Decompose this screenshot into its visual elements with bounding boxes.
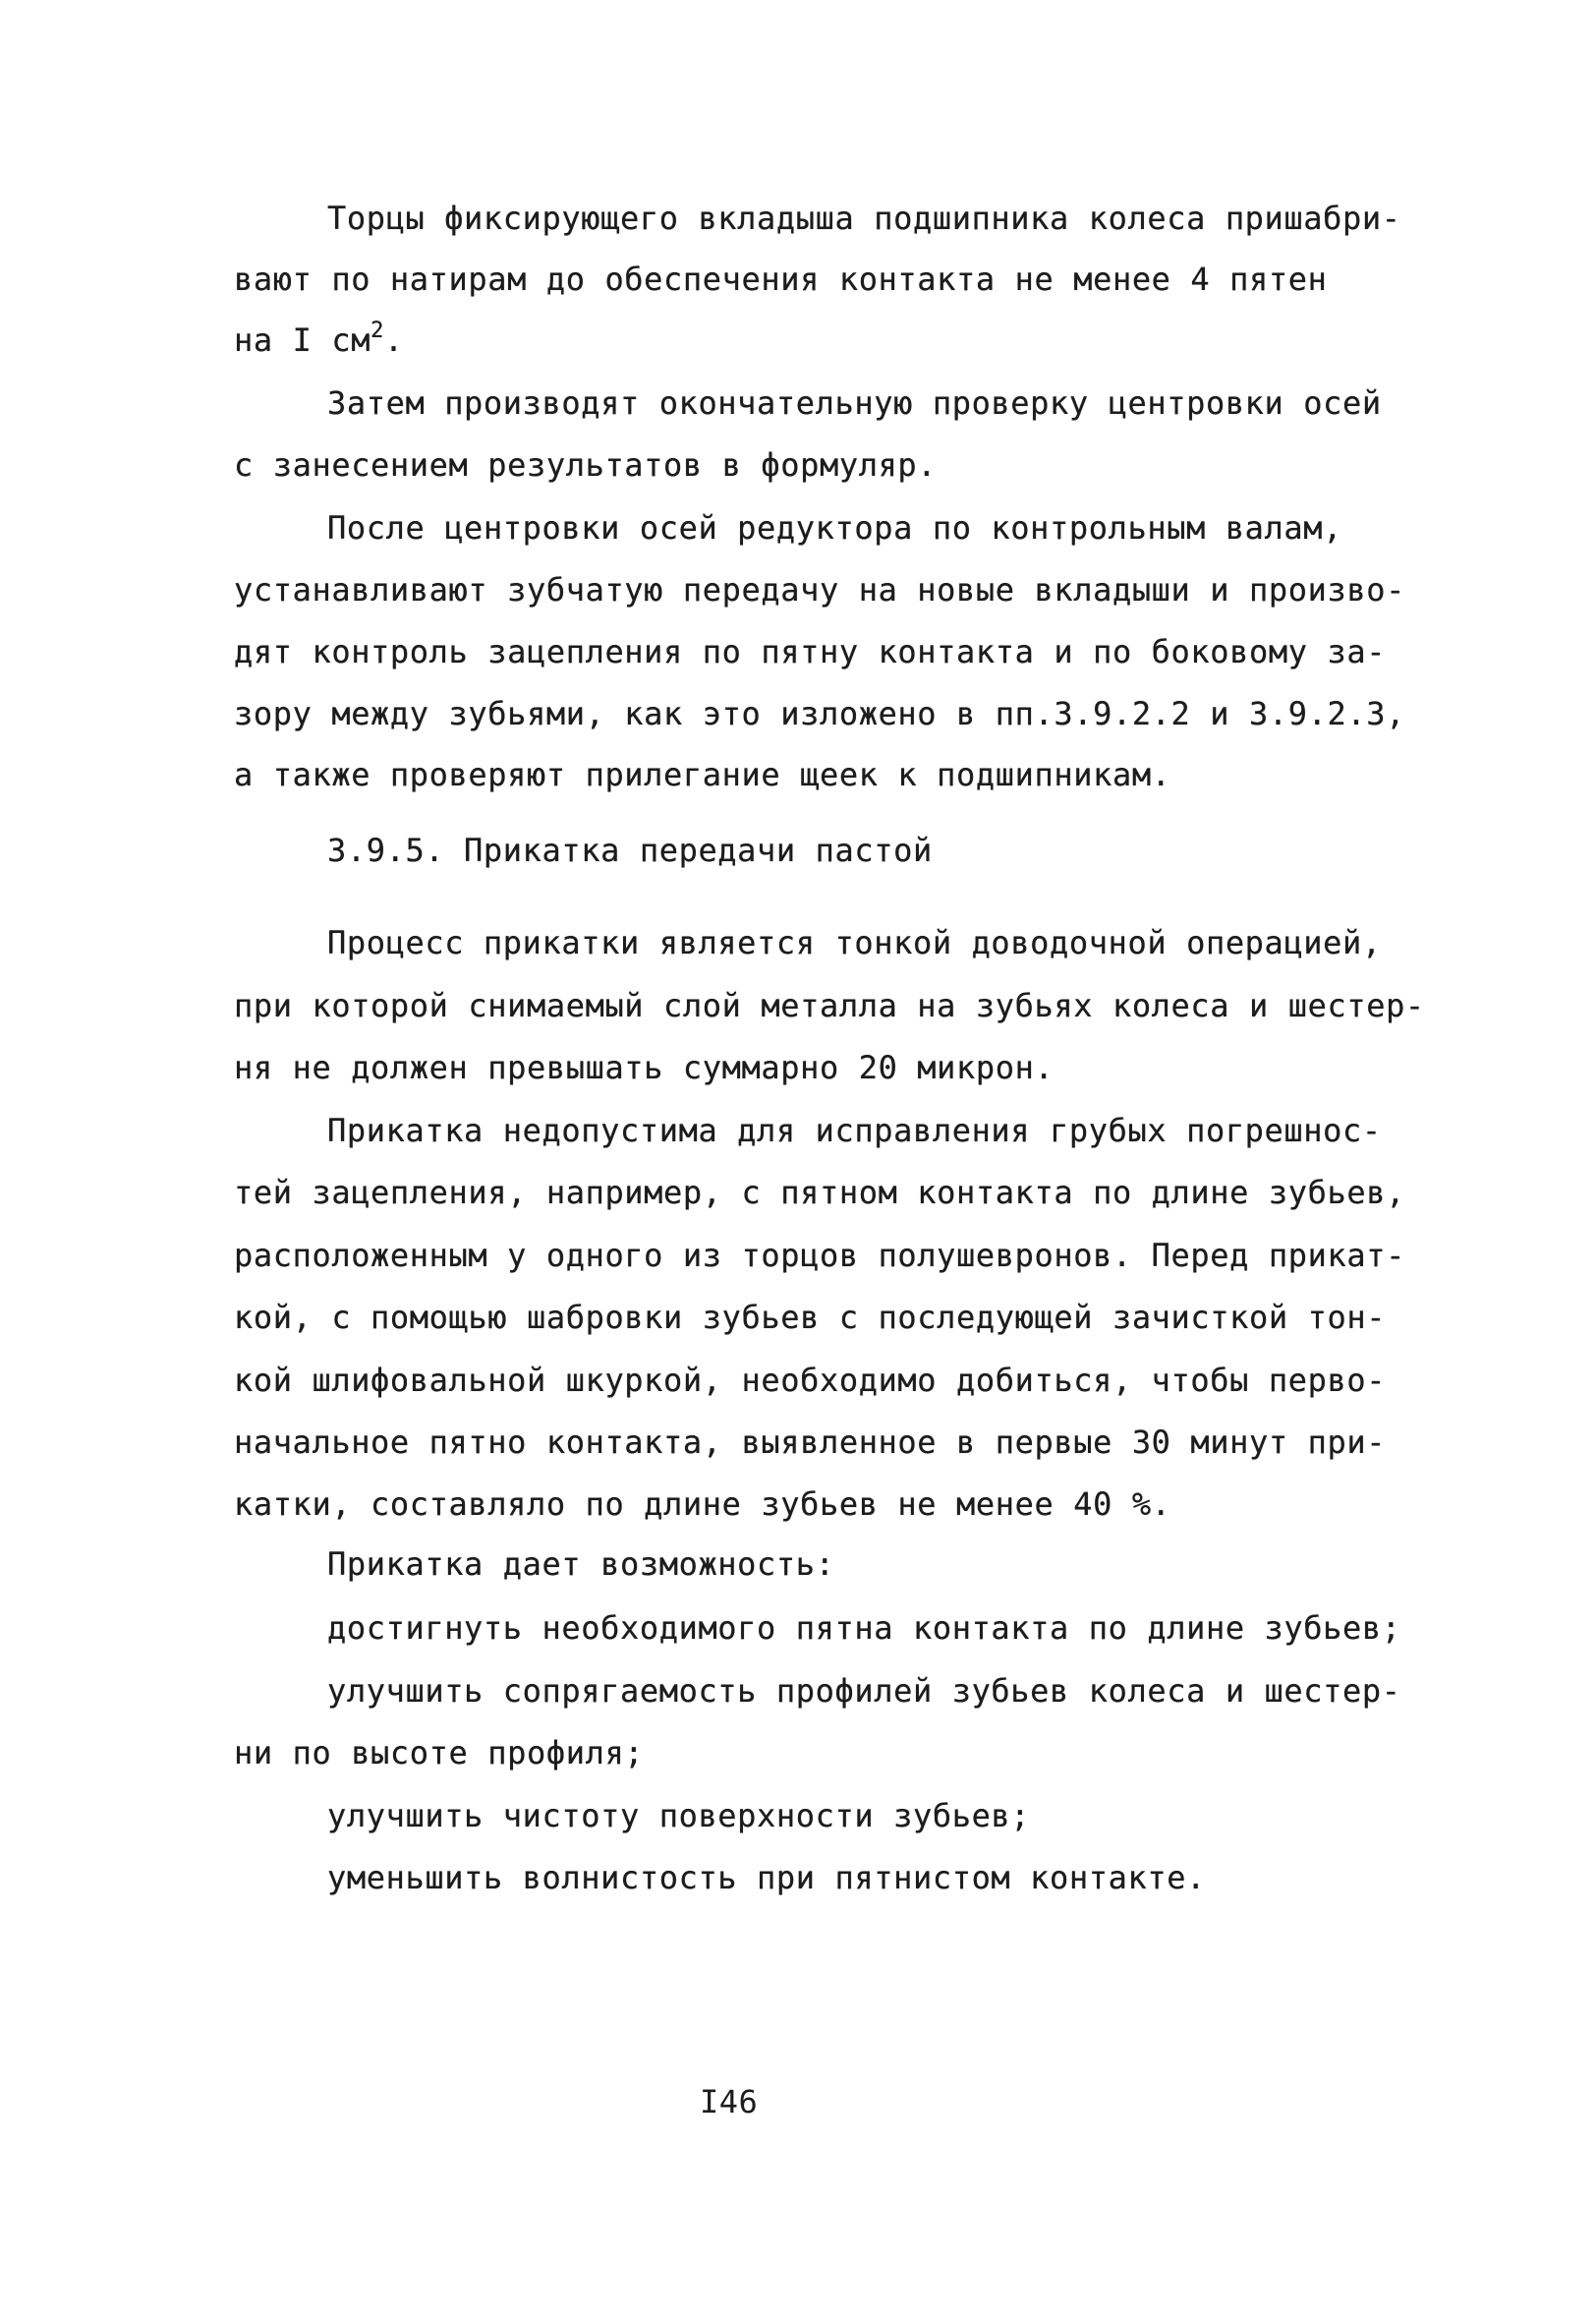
text-line: Процесс прикатки является тонкой доводочной операцией, xyxy=(327,924,1382,961)
text-line: Затем производят окончательную проверку центровки осей xyxy=(327,384,1382,422)
text-line: Прикатка недопустима для исправления грубых погрешнос- xyxy=(327,1112,1382,1149)
text-line: кой шлифовальной шкуркой, необходимо добиться, чтобы перво- xyxy=(234,1362,1387,1399)
text-line: тей зацепления, например, с пятном контакта по длине зубьев, xyxy=(234,1174,1405,1211)
text-line: зору между зубьями, как это изложено в пп.3.9.2.2 и 3.9.2.3, xyxy=(234,695,1405,732)
text-line: Торцы фиксирующего вкладыша подшипника колеса пришабри- xyxy=(327,200,1401,237)
list-item: ни по высоте профиля; xyxy=(234,1734,645,1771)
text-line: а также проверяют прилегание щеек к подшипникам. xyxy=(234,756,1171,793)
section-heading: 3.9.5. Прикатка передачи пастой xyxy=(327,832,933,869)
text-line: при которой снимаемый слой металла на зубьях колеса и шестер- xyxy=(234,987,1425,1024)
list-item: уменьшить волнистость при пятнистом контакте. xyxy=(327,1859,1206,1896)
text-line: расположенным у одного из торцов полушевронов. Перед прикат- xyxy=(234,1237,1405,1274)
text-line: устанавливают зубчатую передачу на новые вкладыши и произво- xyxy=(234,571,1405,609)
list-item: достигнуть необходимого пятна контакта по длине зубьев; xyxy=(327,1609,1401,1647)
text-line: с занесением результатов в формуляр. xyxy=(234,446,938,484)
text-line: кой, с помощью шабровки зубьев с последующей зачисткой тон- xyxy=(234,1299,1387,1336)
text-line: Прикатка дает возможность: xyxy=(327,1545,835,1583)
text-line: на I $см^2$. xyxy=(234,319,404,359)
text-line: дят контроль зацепления по пятну контакта и по боковому за- xyxy=(234,633,1387,670)
text-line: ня не должен превышать суммарно 20 микрон. xyxy=(234,1049,1054,1086)
list-item: улучшить чистоту поверхности зубьев; xyxy=(327,1797,1031,1834)
page-number: I46 xyxy=(700,2083,759,2120)
text-line: начальное пятно контакта, выявленное в первые 30 минут при- xyxy=(234,1423,1387,1461)
text-line: После центровки осей редуктора по контрольным валам, xyxy=(327,509,1343,547)
text-line: катки, составляло по длине зубьев не менее 40 %. xyxy=(234,1485,1171,1523)
text-line: вают по натирам до обеспечения контакта не менее 4 пятен xyxy=(234,261,1328,298)
list-item: улучшить сопрягаемость профилей зубьев колеса и шестер- xyxy=(327,1672,1401,1710)
